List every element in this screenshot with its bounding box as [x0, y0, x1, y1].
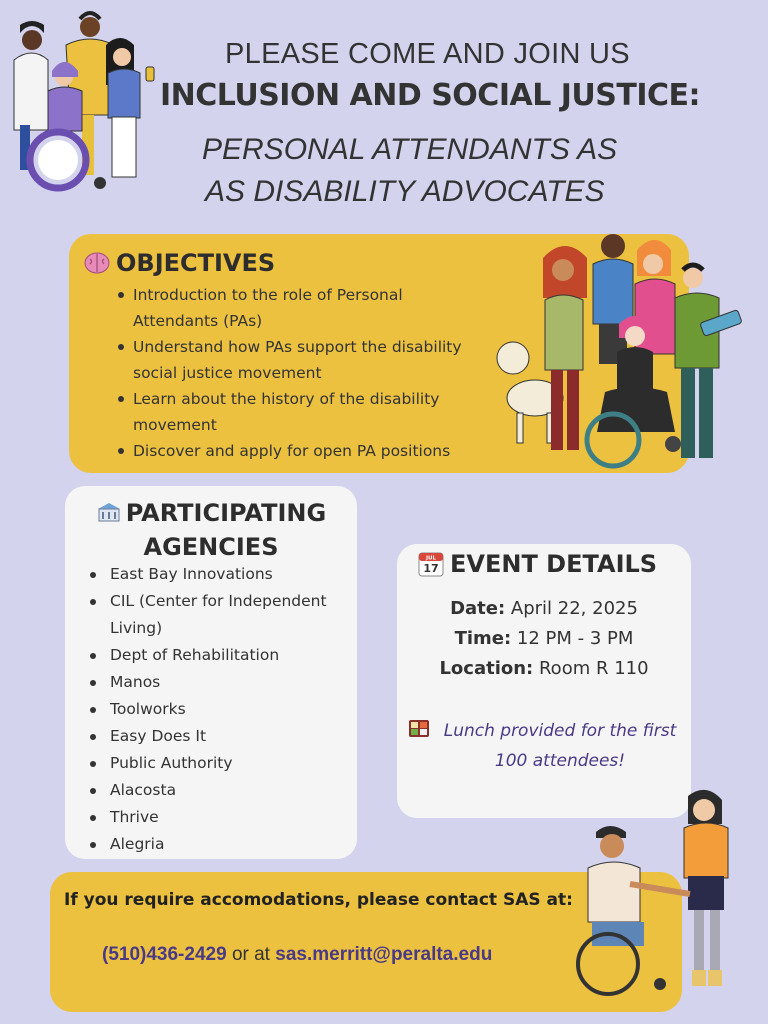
location-value: Room R 110 [538, 658, 649, 679]
list-item: Understand how PAs support the disability social justice movement [112, 334, 482, 386]
list-item: Toolworks [90, 696, 355, 723]
accommodations-text: If you require accomodations, please contact SAS at: [64, 890, 573, 910]
contact-line [102, 944, 492, 966]
building-icon [96, 501, 122, 523]
list-item: Thrive [90, 804, 355, 831]
time-value: 12 PM - 3 PM [516, 628, 634, 649]
contact-connector: or at [231, 944, 270, 965]
list-item: Manos [90, 669, 355, 696]
event-details-heading [418, 550, 657, 578]
couple-illustration [570, 784, 750, 1009]
diverse-group-illustration [495, 228, 753, 478]
objectives-list [112, 282, 482, 464]
people-group-illustration [8, 5, 168, 195]
phone-number[interactable]: (510)436-2429 [102, 944, 227, 965]
event-subtitle-line2: AS DISABILITY ADVOCATES [205, 175, 605, 208]
bento-box-icon [408, 717, 430, 739]
list-item: Alegria [90, 831, 355, 858]
event-location [397, 658, 691, 679]
lunch-line2: 100 attendees! [494, 751, 626, 771]
event-date [397, 598, 691, 619]
brain-icon [84, 252, 110, 274]
location-label: Location: [439, 658, 534, 679]
lunch-line1: Lunch provided for the first [443, 721, 677, 741]
list-item: Alacosta [90, 777, 355, 804]
list-item: East Bay Innovations [90, 561, 355, 588]
calendar-icon [418, 551, 444, 577]
objectives-title: OBJECTIVES [116, 249, 276, 277]
list-item: Dept of Rehabilitation [90, 642, 355, 669]
event-subtitle-line1: PERSONAL ATTENDANTS AS [202, 133, 618, 166]
list-item: Discover and apply for open PA positions [112, 438, 482, 464]
agencies-list [90, 561, 355, 858]
lunch-note [430, 716, 690, 776]
list-item: Easy Does It [90, 723, 355, 750]
objectives-heading [84, 249, 275, 277]
svg-text:JUL: JUL [425, 555, 437, 562]
svg-text:17: 17 [423, 562, 439, 575]
agencies-heading [65, 496, 357, 564]
date-label: Date: [450, 598, 506, 619]
event-title: INCLUSION AND SOCIAL JUSTICE: [160, 78, 701, 113]
invite-heading: PLEASE COME AND JOIN US [225, 38, 630, 70]
event-time [397, 628, 691, 649]
time-label: Time: [454, 628, 512, 649]
list-item: Introduction to the role of Personal Attendants (PAs) [112, 282, 482, 334]
event-details-card [397, 544, 691, 818]
email-link[interactable]: sas.merritt@peralta.edu [275, 944, 493, 965]
event-details-title: EVENT DETAILS [450, 550, 658, 578]
list-item: Learn about the history of the disability movement [112, 386, 482, 438]
list-item: CIL (Center for Independent Living) [90, 588, 355, 642]
agencies-title: PARTICIPATING AGENCIES [125, 499, 327, 561]
date-value: April 22, 2025 [510, 598, 638, 619]
list-item: Public Authority [90, 750, 355, 777]
